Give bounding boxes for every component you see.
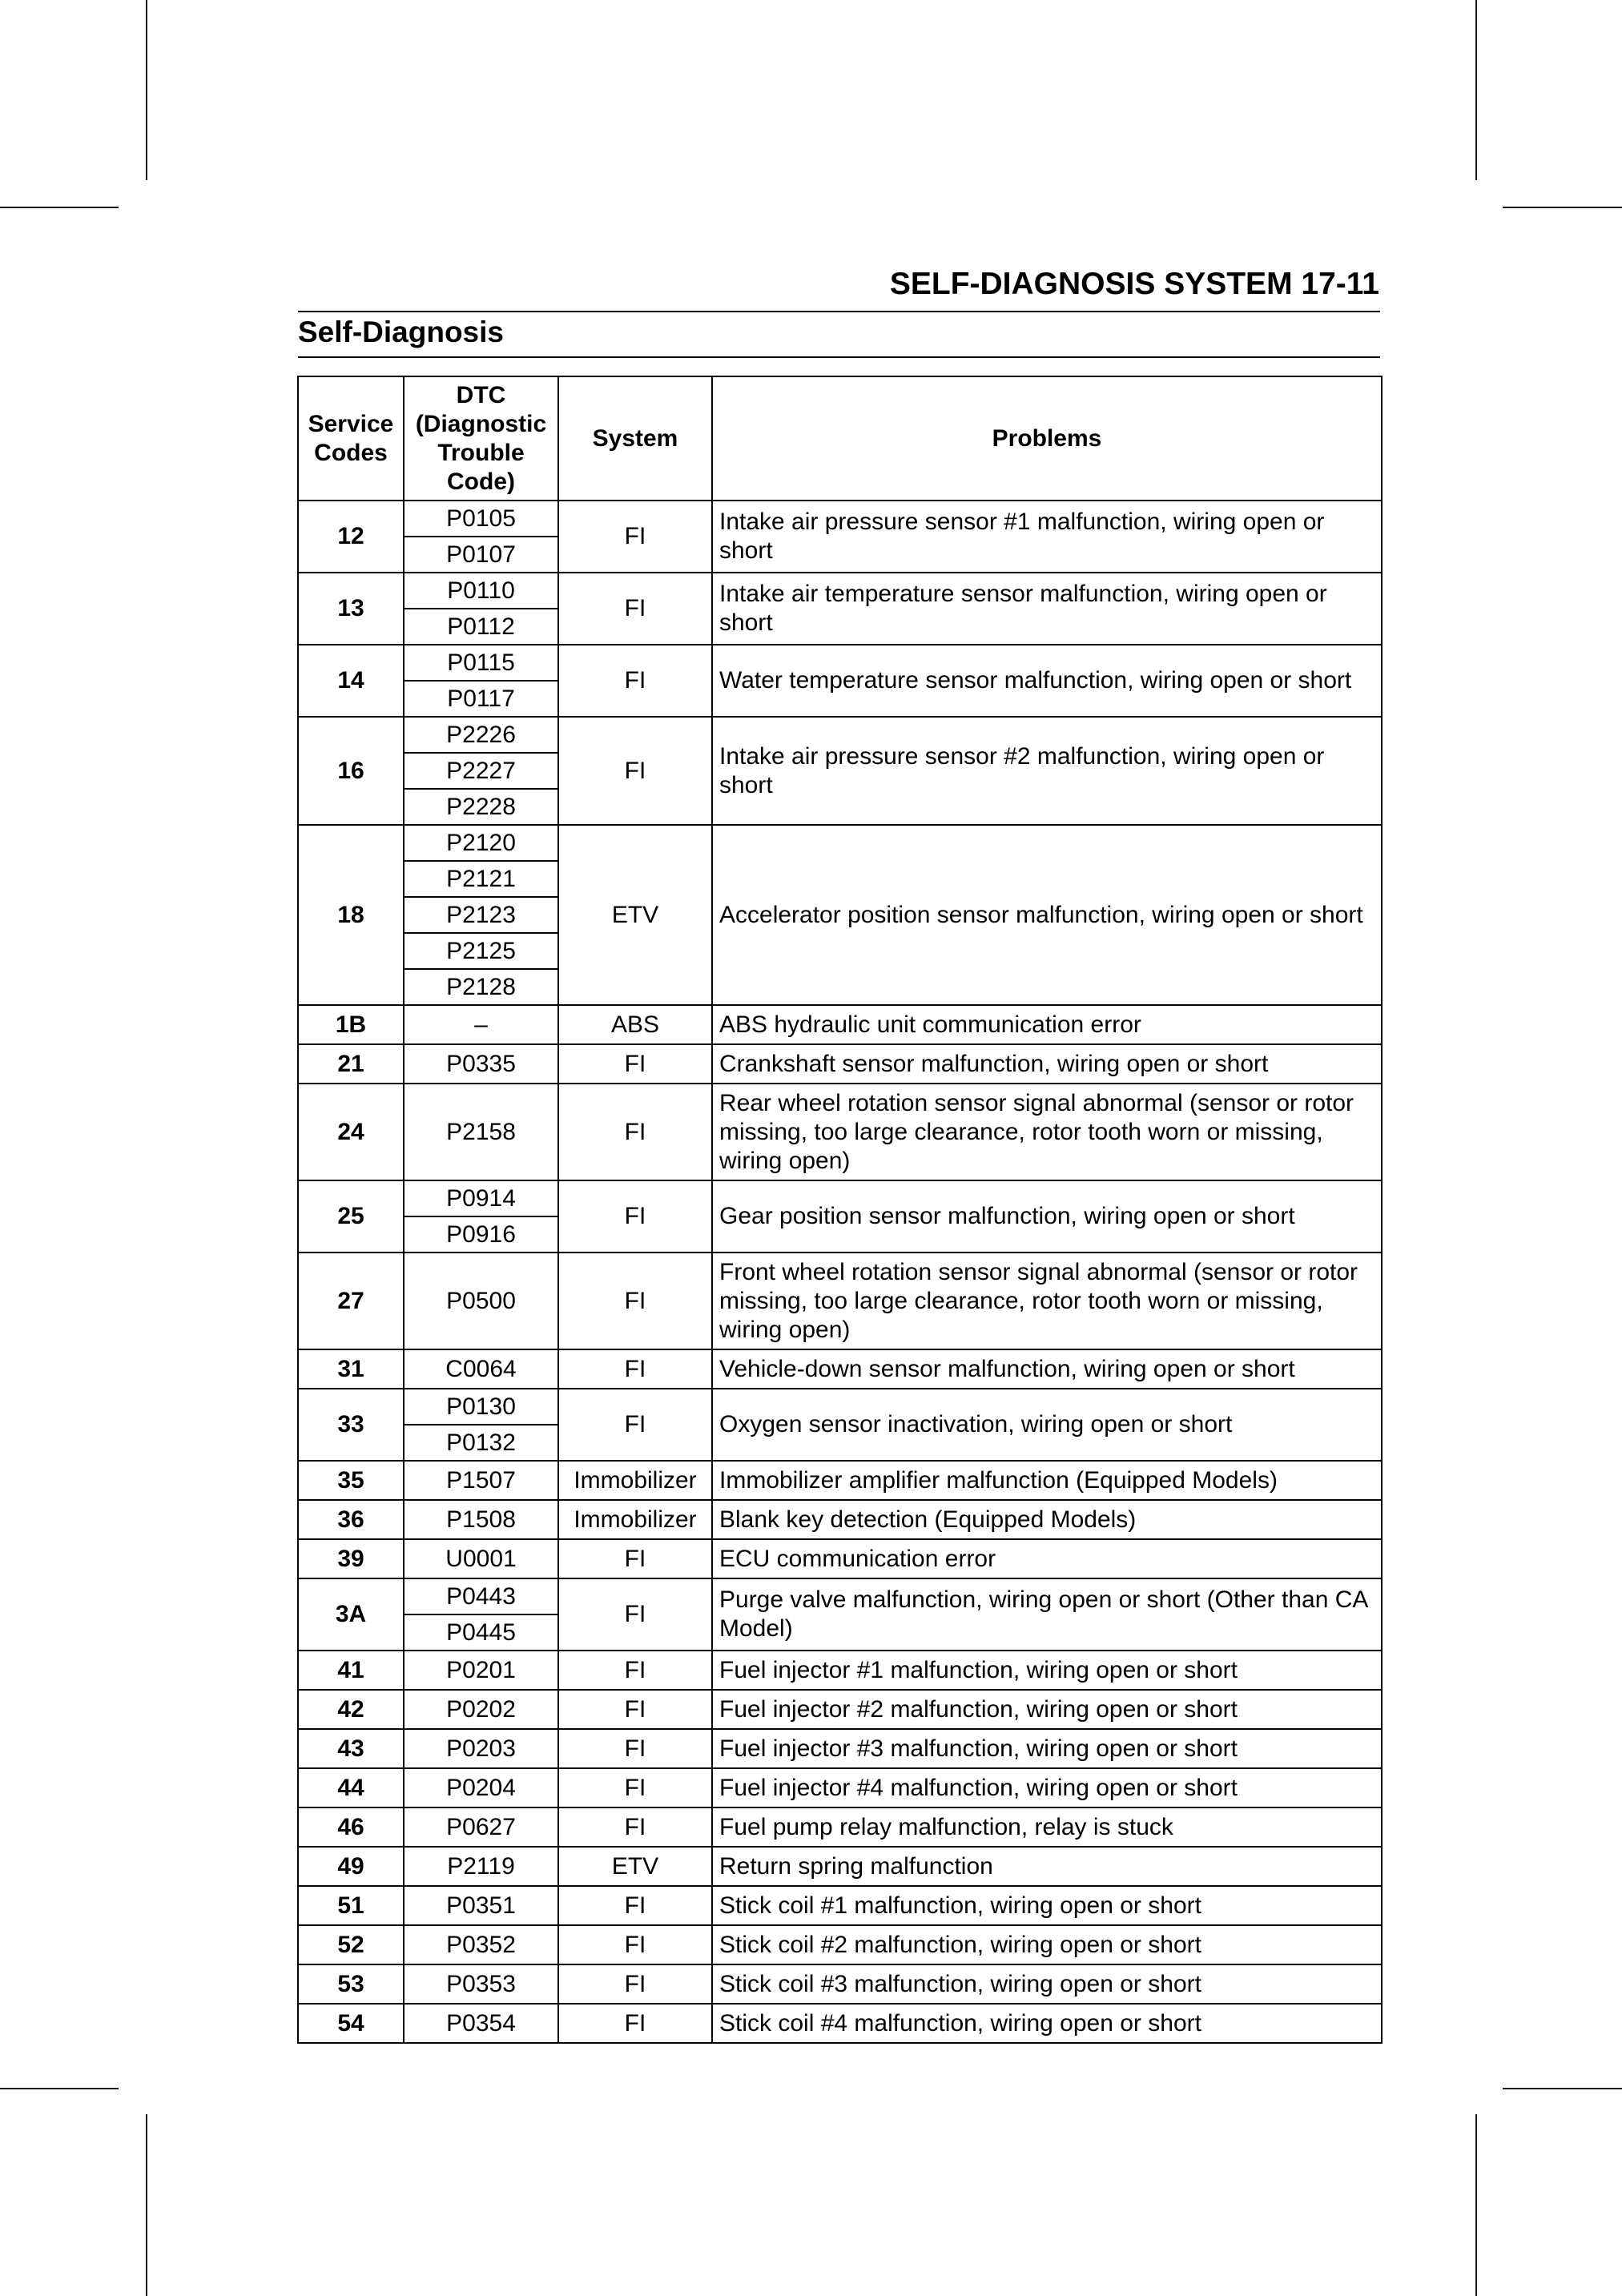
table-row [298,1651,1382,1690]
system-cell: FI [558,1807,712,1847]
system-cell: FI [558,645,712,717]
dtc-cell: P0112 [404,609,558,645]
dtc-cell: P2228 [404,789,558,825]
service-code-cell: 39 [298,1539,404,1578]
column-header-system: System [558,376,712,501]
dtc-cell: U0001 [404,1539,558,1578]
problem-cell: Return spring malfunction [712,1847,1382,1886]
dtc-cell: P0115 [404,645,558,681]
service-code-cell: 35 [298,1461,404,1500]
table-row [298,645,1382,681]
problem-cell: Stick coil #4 malfunction, wiring open or short [712,2004,1382,2043]
system-cell: FI [558,1044,712,1084]
system-cell: FI [558,1925,712,1964]
dtc-cell: P0132 [404,1425,558,1461]
dtc-cell: P2158 [404,1084,558,1180]
problem-cell: Crankshaft sensor malfunction, wiring open or short [712,1044,1382,1084]
dtc-table [297,376,1383,2044]
dtc-cell: P0351 [404,1886,558,1925]
problem-cell: Gear position sensor malfunction, wiring open or short [712,1180,1382,1253]
service-code-cell: 53 [298,1964,404,2004]
table-row [298,2004,1382,2043]
system-cell: Immobilizer [558,1461,712,1500]
service-code-cell: 14 [298,645,404,717]
system-cell: ETV [558,825,712,1005]
system-cell: FI [558,573,712,645]
service-code-cell: 21 [298,1044,404,1084]
table-row [298,1925,1382,1964]
system-cell: FI [558,1084,712,1180]
service-code-cell: 1B [298,1005,404,1044]
table-row [298,717,1382,753]
crop-mark [1475,2114,1477,2296]
table-row [298,1253,1382,1349]
dtc-cell: P2121 [404,861,558,897]
dtc-cell: P0130 [404,1389,558,1425]
problem-cell: Fuel injector #4 malfunction, wiring open or short [712,1768,1382,1807]
service-code-cell: 25 [298,1180,404,1253]
table-row [298,825,1382,861]
service-code-cell: 43 [298,1729,404,1768]
dtc-cell: C0064 [404,1349,558,1389]
problem-cell: Immobilizer amplifier malfunction (Equipped Models) [712,1461,1382,1500]
system-cell: FI [558,1651,712,1690]
system-cell: FI [558,501,712,573]
system-cell: FI [558,1768,712,1807]
dtc-cell: P0335 [404,1044,558,1084]
table-row [298,1886,1382,1925]
dtc-cell: P0105 [404,501,558,537]
table-row [298,1349,1382,1389]
section-title: Self-Diagnosis [298,316,504,348]
service-code-cell: 27 [298,1253,404,1349]
problem-cell: Intake air pressure sensor #1 malfunction, wiring open or short [712,501,1382,573]
system-cell: FI [558,1539,712,1578]
service-code-cell: 18 [298,825,404,1005]
table-row [298,1964,1382,2004]
table-row [298,1690,1382,1729]
service-code-cell: 36 [298,1500,404,1539]
dtc-cell: P0352 [404,1925,558,1964]
system-cell: Immobilizer [558,1500,712,1539]
table-row [298,1578,1382,1614]
column-header-dtc: DTC (Diagnostic Trouble Code) [404,376,558,501]
dtc-cell: P1508 [404,1500,558,1539]
problem-cell: Front wheel rotation sensor signal abnormal (sensor or rotor missing, too large clearance, rotor tooth worn or missing, wiring open) [712,1253,1382,1349]
service-code-cell: 42 [298,1690,404,1729]
problem-cell: Fuel pump relay malfunction, relay is stuck [712,1807,1382,1847]
system-cell: ABS [558,1005,712,1044]
table-row [298,1500,1382,1539]
problem-cell: Stick coil #1 malfunction, wiring open or short [712,1886,1382,1925]
dtc-cell: P2226 [404,717,558,753]
problem-cell: Blank key detection (Equipped Models) [712,1500,1382,1539]
system-cell: ETV [558,1847,712,1886]
section-rule [298,356,1380,358]
system-cell: FI [558,1690,712,1729]
dtc-cell: P1507 [404,1461,558,1500]
table-row [298,1461,1382,1500]
dtc-cell: P0203 [404,1729,558,1768]
service-code-cell: 24 [298,1084,404,1180]
problem-cell: Stick coil #2 malfunction, wiring open or short [712,1925,1382,1964]
service-code-cell: 31 [298,1349,404,1389]
table-row [298,1807,1382,1847]
dtc-cell: P0500 [404,1253,558,1349]
table-header-row [298,376,1382,501]
dtc-cell: P0443 [404,1578,558,1614]
system-cell: FI [558,1349,712,1389]
problem-cell: Fuel injector #2 malfunction, wiring open or short [712,1690,1382,1729]
problem-cell: Fuel injector #1 malfunction, wiring open or short [712,1651,1382,1690]
dtc-cell: P2128 [404,969,558,1005]
table-row [298,1044,1382,1084]
problem-cell: Purge valve malfunction, wiring open or short (Other than CA Model) [712,1578,1382,1651]
problem-cell: Vehicle-down sensor malfunction, wiring open or short [712,1349,1382,1389]
table-row [298,501,1382,537]
service-code-cell: 51 [298,1886,404,1925]
dtc-cell: P0354 [404,2004,558,2043]
service-code-cell: 12 [298,501,404,573]
dtc-cell: – [404,1005,558,1044]
dtc-cell: P0914 [404,1180,558,1216]
problem-cell: Intake air temperature sensor malfunction, wiring open or short [712,573,1382,645]
column-header-problems: Problems [712,376,1382,501]
table-row [298,573,1382,609]
problem-cell: ECU communication error [712,1539,1382,1578]
crop-mark [1503,207,1622,208]
crop-mark [0,2088,119,2089]
crop-mark [0,207,119,208]
service-code-cell: 41 [298,1651,404,1690]
service-code-cell: 52 [298,1925,404,1964]
column-header-service-codes: Service Codes [298,376,404,501]
service-code-cell: 49 [298,1847,404,1886]
dtc-cell: P0916 [404,1216,558,1253]
problem-cell: Rear wheel rotation sensor signal abnormal (sensor or rotor missing, too large clearance, rotor tooth worn or missing, wiring open) [712,1084,1382,1180]
problem-cell: Intake air pressure sensor #2 malfunction, wiring open or short [712,717,1382,825]
system-cell: FI [558,1253,712,1349]
table-row [298,1847,1382,1886]
table-row [298,1729,1382,1768]
problem-cell: Water temperature sensor malfunction, wiring open or short [712,645,1382,717]
table-row [298,1180,1382,1216]
system-cell: FI [558,1729,712,1768]
table-row [298,1005,1382,1044]
problem-cell: ABS hydraulic unit communication error [712,1005,1382,1044]
service-code-cell: 33 [298,1389,404,1461]
system-cell: FI [558,1578,712,1651]
problem-cell: Fuel injector #3 malfunction, wiring open or short [712,1729,1382,1768]
table-body [298,501,1382,2043]
dtc-cell: P2120 [404,825,558,861]
system-cell: FI [558,1964,712,2004]
service-code-cell: 44 [298,1768,404,1807]
service-code-cell: 46 [298,1807,404,1847]
crop-mark [146,2114,147,2296]
dtc-cell: P0110 [404,573,558,609]
service-code-cell: 16 [298,717,404,825]
dtc-cell: P0107 [404,537,558,573]
system-cell: FI [558,2004,712,2043]
dtc-cell: P0201 [404,1651,558,1690]
dtc-cell: P0627 [404,1807,558,1847]
dtc-cell: P0117 [404,681,558,717]
service-code-cell: 13 [298,573,404,645]
service-code-cell: 54 [298,2004,404,2043]
problem-cell: Oxygen sensor inactivation, wiring open or short [712,1389,1382,1461]
table-row [298,1539,1382,1578]
page-title: SELF-DIAGNOSIS SYSTEM 17-11 [889,267,1379,301]
crop-mark [146,0,147,180]
crop-mark [1475,0,1477,180]
crop-mark [1503,2088,1622,2089]
system-cell: FI [558,1886,712,1925]
system-cell: FI [558,1389,712,1461]
system-cell: FI [558,717,712,825]
problem-cell: Stick coil #3 malfunction, wiring open or short [712,1964,1382,2004]
dtc-cell: P2119 [404,1847,558,1886]
dtc-cell: P2227 [404,753,558,789]
dtc-cell: P2125 [404,933,558,969]
dtc-cell: P0353 [404,1964,558,2004]
dtc-cell: P0204 [404,1768,558,1807]
table-row [298,1768,1382,1807]
dtc-cell: P0445 [404,1614,558,1651]
table-row [298,1084,1382,1180]
dtc-cell: P0202 [404,1690,558,1729]
service-code-cell: 3A [298,1578,404,1651]
system-cell: FI [558,1180,712,1253]
header-rule [298,311,1380,312]
table-row [298,1389,1382,1425]
dtc-cell: P2123 [404,897,558,933]
problem-cell: Accelerator position sensor malfunction, wiring open or short [712,825,1382,1005]
